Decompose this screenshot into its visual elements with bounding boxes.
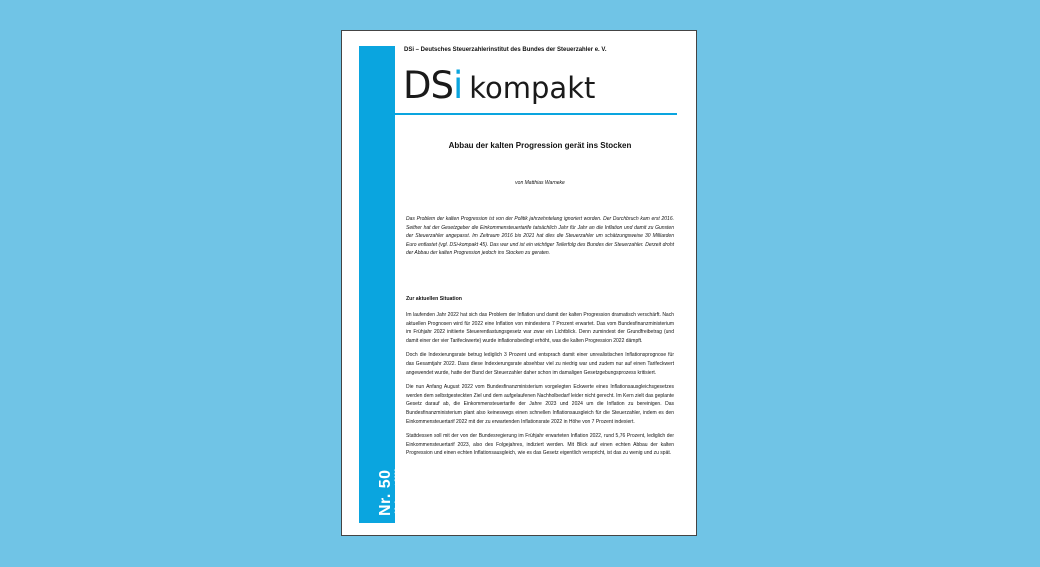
author-line: von Matthias Warneke	[515, 180, 565, 186]
body-text	[406, 311, 674, 464]
section-heading: Zur aktuellen Situation	[406, 296, 462, 302]
brand-accent: i	[452, 64, 464, 107]
brand-underline	[395, 113, 677, 115]
brand-prefix: DS	[403, 64, 453, 107]
body-paragraph: Doch die Indexierungsrate betrug lediglich 3 Prozent und entsprach damit einer unrealistischen Inflationsprognose für das Gesamtjahr 2022. Dass diese Indexierungsrate absehbar viel zu niedrig war und zudem nur auf einen Tarifeckwert angewendet wurde, hatte der Bund der Steuerzahler daher schon im damaligen Gesetzgebungsprozess kritisiert.	[406, 352, 674, 376]
publisher-line: DSi – Deutsches Steuerzahlerinstitut des Bundes der Steuerzahler e. V.	[404, 47, 607, 53]
issue-number: Nr. 50	[377, 469, 394, 516]
body-paragraph: Stattdessen soll mit der von der Bundesregierung im Frühjahr erwarteten Inflation 2022, rund 5,76 Prozent, lediglich der Einkommensteuertarif 2023, also des Folgejahres, indiziert werden. Mit Blick auf einen echten Abbau der kalten Progression und einen echten Inflationsausgleich, wie es das Gesetz eigentlich verspricht, ist das zu wenig und zu spät.	[406, 433, 674, 457]
document-page	[341, 30, 697, 536]
brand-suffix: kompakt	[469, 71, 596, 105]
issue-label	[377, 469, 402, 516]
document-title: Abbau der kalten Progression gerät ins Stocken	[448, 141, 632, 150]
body-paragraph: Die nun Anfang August 2022 vom Bundesfinanzministerium vorgelegten Eckwerte eines Inflationsausgleichsgesetzes werden dem selbstgesteckten Ziel und dem aufgelaufenen Nachholbedarf leider nicht gerecht. Im Kern zielt das geplante Gesetz darauf ab, die Einkommensteuertarife der Jahre 2023 und 2024 um die Inflation zu bereinigen. Das Bundesfinanzministerium plant also keineswegs einen schnellen Inflationsausgleich für die Steuerzahler, indem es den Einkommensteuertarif 2022 mit der zu erwartenden Inflationsrate 2022 in Höhe von 7 Prozent indexiert.	[406, 384, 674, 425]
issue-date: 16. August 2022	[395, 468, 401, 514]
side-color-bar	[359, 46, 395, 523]
body-paragraph: Im laufenden Jahr 2022 hat sich das Problem der Inflation und damit der kalten Progression dramatisch verschärft. Nach aktuellen Prognosen wird für 2022 eine Inflation von mindestens 7 Prozent erwartet. Das vom Bundesfinanzministerium im Frühjahr 2022 initiierte Steuerentlastungsgesetz war zwar ein Lichtblick. Denn zumindest der Grundfreibetrag (und damit einer der vier Tarifeckwerte) wurde inflationsbedingt erhöht, was die kalten Progression 2022 dämpft.	[406, 312, 674, 344]
brand-logo	[403, 64, 596, 113]
abstract-paragraph: Das Problem der kalten Progression ist von der Politik jahrzehntelang ignoriert worden. Der Durchbruch kam erst 2016. Seither hat der Gesetzgeber die Einkommensteuertarife tatsächlich Jahr für Jahr an die Inflation und damit zu Gunsten der Steuerzahler angepasst. Im Zeitraum 2016 bis 2021 hat dies die Steuerzahler um schätzungsweise 30 Milliarden Euro entlastet (vgl. DSi-kompakt 45). Das war und ist ein wichtiger Teilerfolg des Bundes der Steuerzahler. Derzeit droht der Abbau der kalten Progression jedoch ins Stocken zu geraten.	[406, 216, 674, 257]
